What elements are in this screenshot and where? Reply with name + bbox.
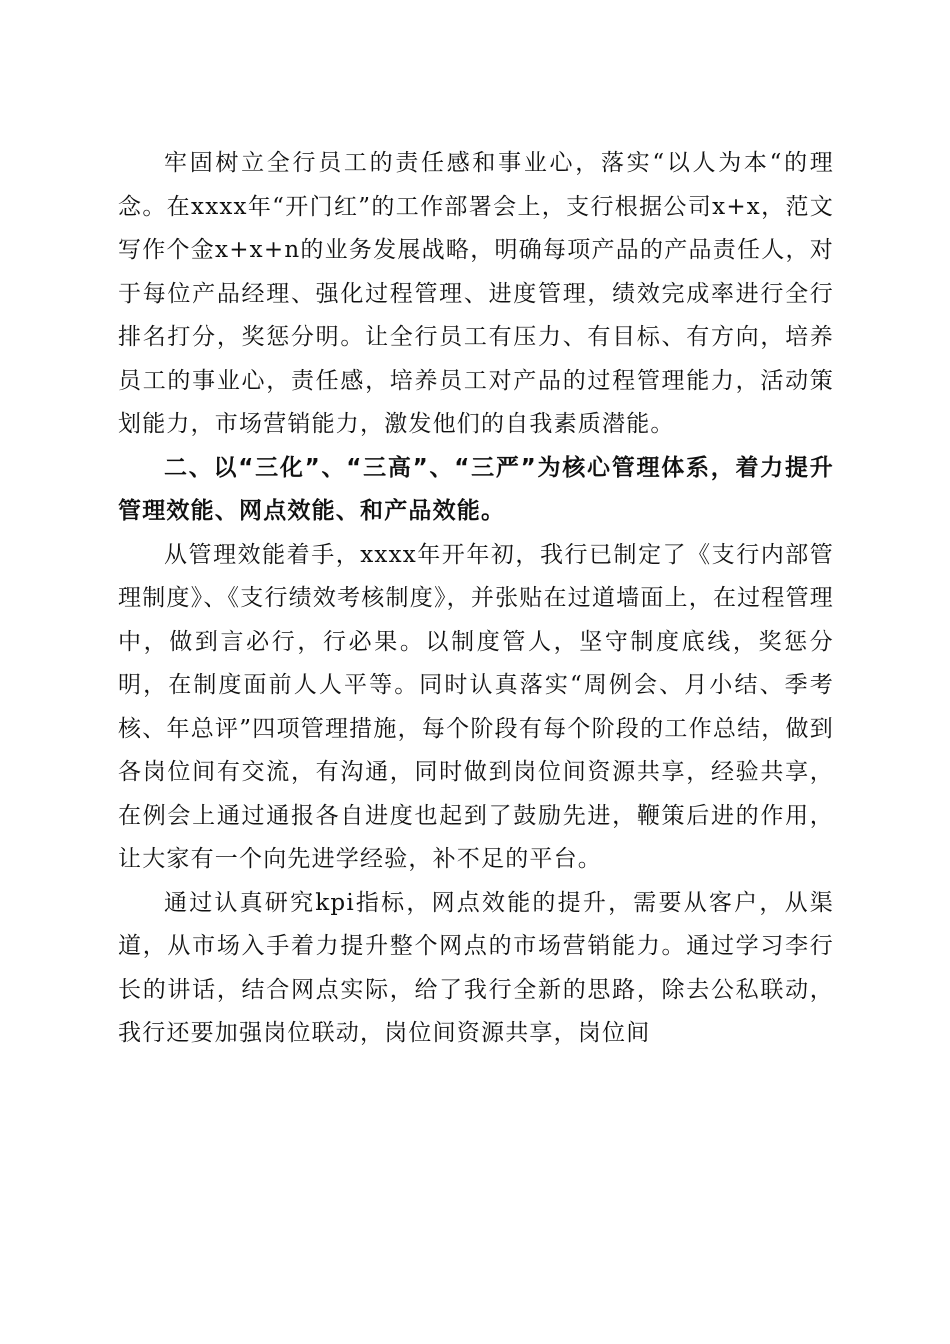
- paragraph-management-efficiency: 从管理效能着手，xxxx年开年初，我行已制定了《支行内部管理制度》、《支行绩效考核制度》，并张贴在过道墙面上，在过程管理中，做到言必行，行必果。以制度管人，坚守制度底线，奖惩分明，在制度面前人人平等。同时认真落实“周例会、月小结、季考核、年总评”四项管理措施，每个阶段有每个阶段的工作总结，做到各岗位间有交流，有沟通，同时做到岗位间资源共享，经验共享，在例会上通过通报各自进度也起到了鼓励先进，鞭策后进的作用，让大家有一个向先进学经验，补不足的平台。: [118, 541, 834, 872]
- document-body: [118, 142, 834, 1056]
- paragraph-branch-efficiency: 通过认真研究kpi指标，网点效能的提升，需要从客户，从渠道，从市场入手着力提升整个网点的市场营销能力。通过学习李行长的讲话，结合网点实际，给了我行全新的思路，除去公私联动，我行还要加强岗位联动，岗位间资源共享，岗位间: [118, 889, 834, 1046]
- paragraph-responsibility: 牢固树立全行员工的责任感和事业心，落实“以人为本“的理念。在xxxx年“开门红”的工作部署会上，支行根据公司x+x，范文写作个金x+x+n的业务发展战略，明确每项产品的产品责任人，对于每位产品经理、强化过程管理、进度管理，绩效完成率进行全行排名打分，奖惩分明。让全行员工有压力、有目标、有方向，培养员工的事业心，责任感，培养员工对产品的过程管理能力，活动策划能力，市场营销能力，激发他们的自我素质潜能。: [118, 150, 834, 437]
- section-heading-management-system: 二、以“三化”、“三高”、“三严”为核心管理体系，着力提升管理效能、网点效能、和产品效能。: [118, 454, 834, 524]
